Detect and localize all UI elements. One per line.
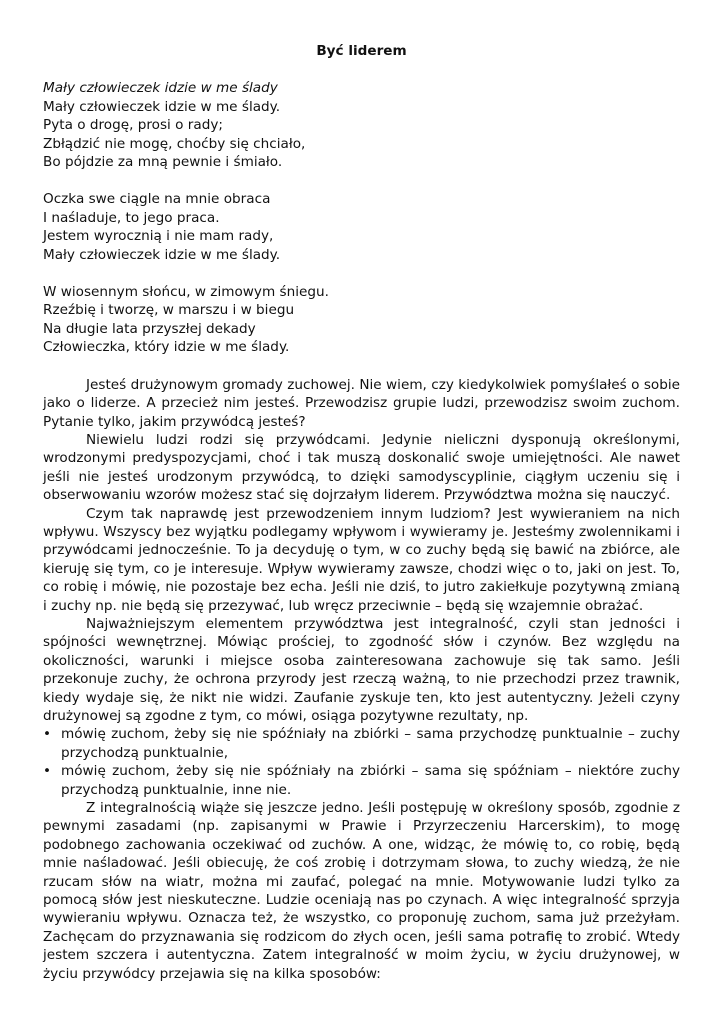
- paragraph-integrity: Najważniejszym elementem przywództwa jest integralność, czyli stan jedności i spójności wewnętrznej. Mówiąc prościej, to zgodność słów i czynów. Bez względu na okoliczności, warunki i miejsce osoba zainteresowana zachowuje się tak samo. Jeśli przekonuje zuchy, że ochrona przyrody jest rzeczą ważną, to nie przechodzi przez trawnik, kiedy wydaje się, że nikt nie widzi. Zaufanie zyskuje ten, kto jest autentyczny. Jeżeli czyny drużynowej są zgodne z tym, co mówi, osiąga pozytywne rezultaty, np.: [43, 615, 680, 724]
- poem-line: Mały człowieczek idzie w me ślady.: [43, 98, 281, 115]
- list-item: [43, 762, 680, 799]
- poem-line: Jestem wyrocznią i nie mam rady,: [43, 228, 274, 245]
- article-body: [43, 376, 680, 983]
- poem-stanza-3: [43, 283, 680, 357]
- poem-line: W wiosennym słońcu, w zimowym śniegu.: [43, 284, 329, 301]
- paragraph-influence: Czym tak naprawdę jest przewodzeniem innym ludziom? Jest wywieraniem na nich wpływu. Wszyscy bez wyjątku podlegamy wpływom i wywieramy je. Jesteśmy zwolennikami i przywódcami jednocześnie. To ja decyduję o tym, w co zuchy będą się bawić na zbiórce, ale kieruję się tym, co je interesuje. Wpływ wywieramy zawsze, chodzi więc o to, jaki on jest. To, co robię i mówię, nie pozostaje bez echa. Jeśli nie dziś, to jutro zakiełkuje pozytywną zmianą i zuchy np. nie będą się przezywać, lub wręcz przeciwnie – będą się wzajemnie obrażać.: [43, 505, 680, 614]
- poem-line: Mały człowieczek idzie w me ślady.: [43, 246, 281, 263]
- poem-stanza-2: [43, 190, 680, 264]
- list-item-text: mówię zuchom, żeby się nie spóźniały na zbiórki – sama przychodzę punktualnie – zuchy przychodzą punktualnie,: [61, 726, 680, 761]
- poem-line: Rzeźbię i tworzę, w marszu i w biegu: [43, 302, 295, 319]
- list-item: [43, 725, 680, 762]
- bullet-icon: •: [43, 726, 52, 743]
- poem-line: Na długie lata przyszłej dekady: [43, 320, 256, 337]
- poem: [43, 79, 680, 356]
- poem-line: Pyta o drogę, prosi o rady;: [43, 117, 223, 134]
- paragraph-closing: Z integralnością wiąże się jeszcze jedno. Jeśli postępuję w określony sposób, zgodnie z pewnymi zasadami (np. zapisanymi w Prawie i Przyrzeczeniu Harcerskim), to mogę podobnego zachowania oczekiwać od zuchów. A one, widząc, że mówię to, co robię, będą mnie naśladować. Jeśli obiecuję, że coś zrobię i dotrzymam słowa, to zuchy wiedzą, że nie rzucam słów na wiatr, można mi zaufać, polegać na mnie. Motywowanie ludzi tylko za pomocą słów jest nieskuteczne. Ludzie oceniają nas po czynach. A więc integralność sprzyja wywieraniu wpływu. Oznacza też, że wszystko, co proponuję zuchom, sama już przeżyłam. Zachęcam do przyznawania się rodzicom do złych ocen, jeśli sama potrafię to zrobić. Wtedy jestem szczera i autentyczna. Zatem integralność w moim życiu, w życiu drużynowej, w życiu przywódcy przejawia się na kilka sposobów:: [43, 800, 680, 982]
- bullet-icon: •: [43, 763, 52, 780]
- poem-line: Bo pójdzie za mną pewnie i śmiało.: [43, 154, 283, 171]
- document-page: [43, 42, 680, 983]
- poem-line: I naśladuje, to jego praca.: [43, 209, 220, 226]
- poem-line: Oczka swe ciągle na mnie obraca: [43, 191, 271, 208]
- paragraph-born-leaders: Niewielu ludzi rodzi się przywódcami. Jedynie nieliczni dysponują określonymi, wrodzonymi predyspozycjami, choć i tak muszą doskonalić swoje umiejętności. Ale nawet jeśli nie jesteś urodzonym przywódcą, to dzięki samodyscyplinie, ciągłym uczeniu się i obserwowaniu wzorów możesz stać się dojrzałym liderem. Przywództwa można się nauczyć.: [43, 431, 680, 504]
- poem-line: Człowieczka, który idzie w me ślady.: [43, 339, 290, 356]
- paragraph-intro: Jesteś drużynowym gromady zuchowej. Nie wiem, czy kiedykolwiek pomyślałeś o sobie jako o liderze. A przecież nim jesteś. Przewodzisz grupie ludzi, przewodzisz swoim zuchom. Pytanie tylko, jakim przywódcą jesteś?: [43, 376, 680, 430]
- poem-line: Mały człowieczek idzie w me ślady: [43, 80, 278, 97]
- document-title: Być liderem: [316, 43, 407, 59]
- poem-stanza-1: [43, 79, 680, 171]
- example-list: [43, 725, 680, 799]
- poem-line: Zbłądzić nie mogę, choćby się chciało,: [43, 135, 306, 152]
- list-item-text: mówię zuchom, żeby się nie spóźniały na zbiórki – sama się spóźniam – niektóre zuchy przychodzą punktualnie, inne nie.: [61, 763, 680, 798]
